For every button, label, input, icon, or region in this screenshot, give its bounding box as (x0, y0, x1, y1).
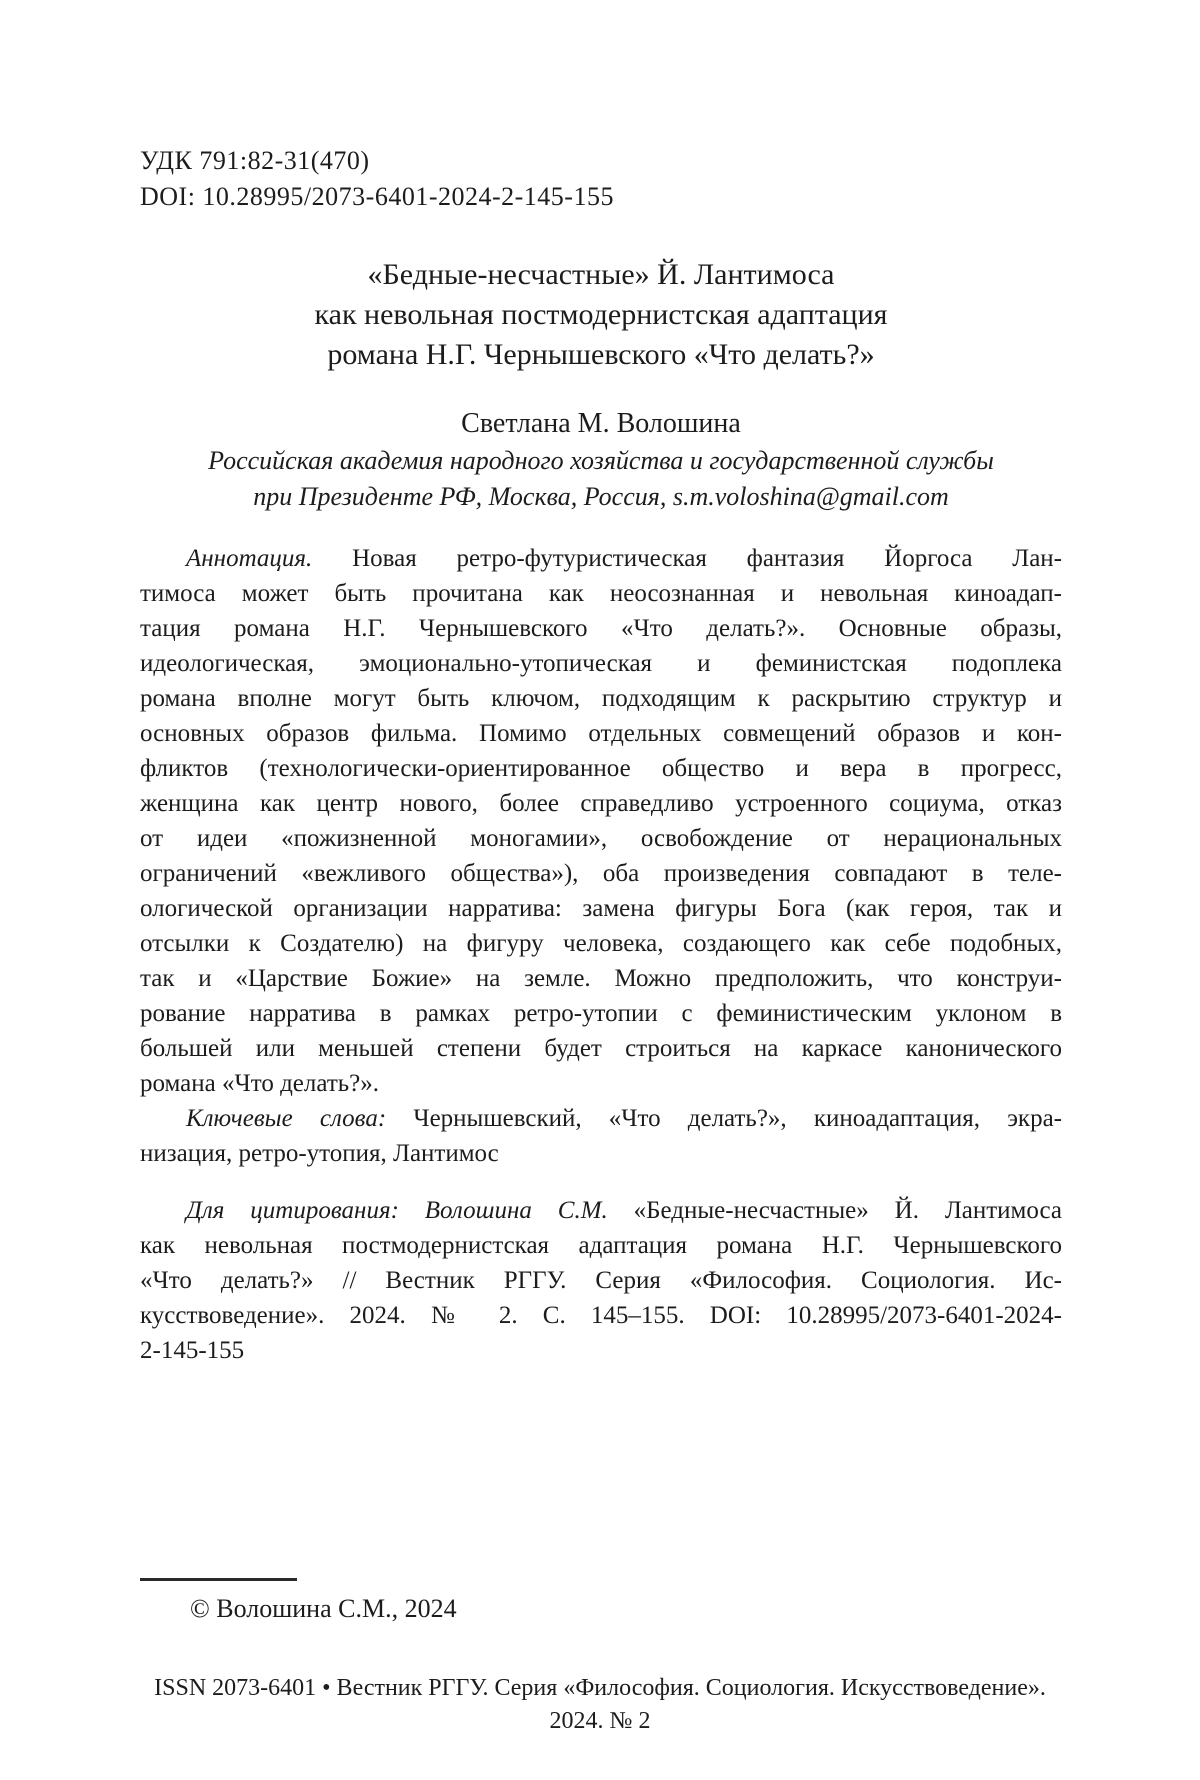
text-line: отсылки к Создателю) на фигуру человека, создающего как себе подобных, (140, 930, 1062, 957)
copyright-divider (140, 1578, 297, 1581)
article-title-line: «Бедные-несчастные» Й. Лантимоса (367, 258, 835, 291)
article-content (140, 0, 1062, 1368)
text-line: женщина как центр нового, более справедливо устроенного социума, отказ (140, 790, 1062, 817)
text-line: 2-145-155 (140, 1337, 245, 1364)
citation-paragraph (140, 1193, 1062, 1368)
text-line: ологической организации нарратива: замена фигуры Бога (как героя, так и (140, 895, 1062, 922)
abstract-keywords-section (140, 541, 1062, 1171)
article-title (140, 255, 1062, 375)
text-line: романа «Что делать?». (140, 1070, 380, 1097)
text-line: Для цитирования: Волошина С.М. «Бедные-несчастные» Й. Лантимоса (186, 1197, 1062, 1224)
citation-section (140, 1193, 1062, 1368)
text-line: ограничений «вежливого общества»), оба произведения совпадают в теле- (140, 860, 1062, 887)
article-title-line: романа Н.Г. Чернышевского «Что делать?» (327, 338, 875, 371)
text-line: рование нарратива в рамках ретро-утопии с феминистическим уклоном в (140, 1000, 1062, 1027)
text-line: фликтов (технологически-ориентированное общество и вера в прогресс, (140, 755, 1062, 782)
text-line: тация романа Н.Г. Чернышевского «Что делать?». Основные образы, (140, 615, 1062, 642)
author-name: Светлана М. Волошина (461, 408, 741, 439)
text-line: тимоса может быть прочитана как неосознанная и невольная киноадап- (140, 580, 1062, 607)
affiliation-line: Российская академия народного хозяйства и государственной службы (208, 446, 994, 475)
copyright-text: © Волошина С.М., 2024 (190, 1594, 457, 1623)
text-line: идеологическая, эмоционально-утопическая и феминистская подоплека (140, 650, 1062, 677)
text-line: кусствоведение». 2024. № 2. С. 145–155. DOI: 10.28995/2073-6401-2024- (140, 1302, 1062, 1329)
article-title-line: как невольная постмодернистская адаптация (314, 298, 888, 331)
text-line: основных образов фильма. Помимо отдельных совмещений образов и кон- (140, 720, 1062, 747)
affiliation-line: при Президенте РФ, Москва, Россия, s.m.voloshina@gmail.com (253, 482, 949, 511)
text-line: низация, ретро-утопия, Лантимос (140, 1140, 499, 1167)
page-footer (0, 1672, 1200, 1738)
abstract-paragraph (140, 541, 1062, 1101)
text-line: Ключевые слова: Чернышевский, «Что делать?», киноадаптация, экра- (186, 1105, 1062, 1132)
text-line: как невольная постмодернистская адаптация романа Н.Г. Чернышевского (140, 1232, 1062, 1259)
footer-issue-line: 2024. № 2 (549, 1708, 651, 1734)
author-affiliation (140, 443, 1062, 515)
article-meta (140, 143, 1062, 215)
text-line: романа вполне могут быть ключом, подходящим к раскрытию структур и (140, 685, 1062, 712)
text-line: «Что делать?» // Вестник РГГУ. Серия «Философия. Социология. Ис- (140, 1267, 1062, 1294)
text-line: большей или меньшей степени будет строиться на каркасе канонического (140, 1035, 1062, 1062)
text-line: от идеи «пожизненной моногамии», освобождение от нерациональных (140, 825, 1062, 852)
udc-code: УДК 791:82-31(470) (140, 146, 370, 175)
footer-issn-line: ISSN 2073-6401 • Вестник РГГУ. Серия «Философия. Социология. Искусствоведение». (154, 1675, 1046, 1701)
doi-code: DOI: 10.28995/2073-6401-2024-2-145-155 (140, 182, 614, 211)
keywords-paragraph (140, 1101, 1062, 1171)
text-line: так и «Царствие Божие» на земле. Можно предположить, что конструи- (140, 965, 1062, 992)
text-line: Аннотация. Новая ретро-футуристическая фантазия Йоргоса Лан- (186, 545, 1062, 572)
copyright-block (140, 1578, 1062, 1626)
